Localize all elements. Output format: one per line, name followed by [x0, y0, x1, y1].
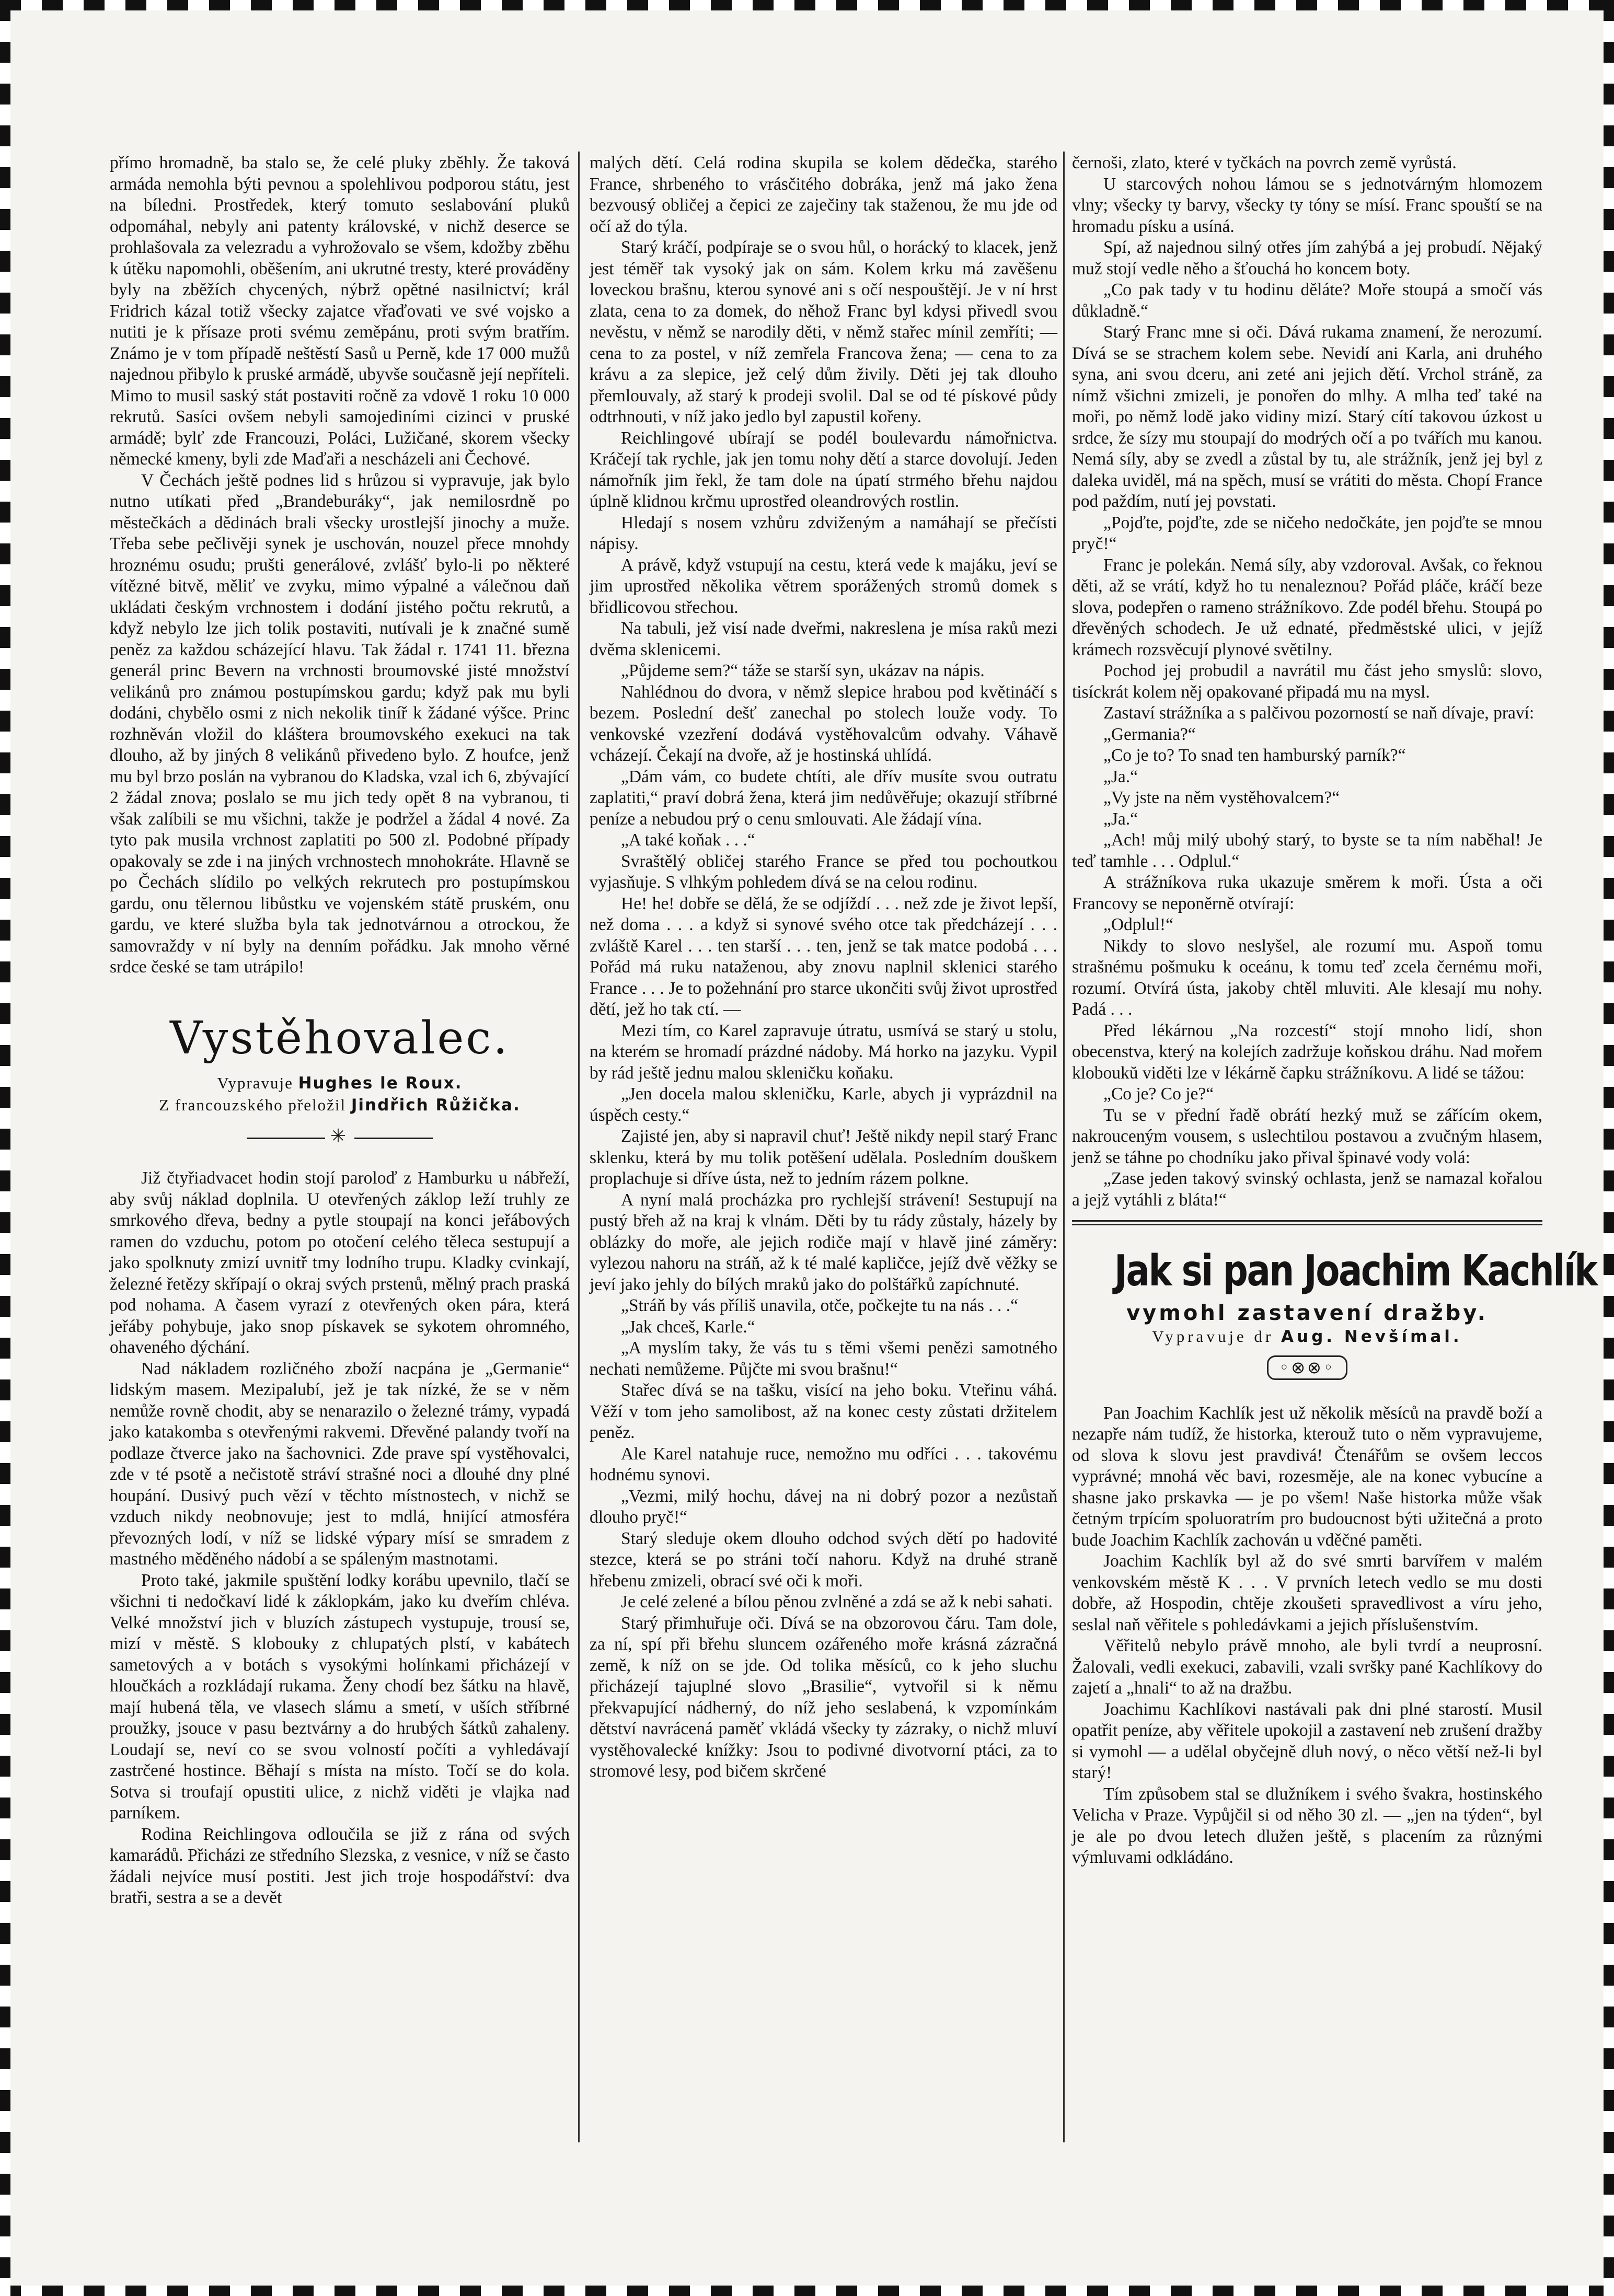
column-middle — [590, 153, 1057, 1782]
paragraph: Zajisté jen, aby si napravil chuť! Ještě nikdy nepil starý Franc sklenku, která by mu tolik potěšení udělala. Posledním douškem proplachuje si dříve ústa, než to jedním rázem polkne. — [590, 1127, 1057, 1188]
paragraph: Rodina Reichlingova odloučila se již z rána od svých kamarádů. Přicházi ze středního Slezska, z vesnice, v níž se často žádali nejvíce musí postiti. Jest jich troje hospodářství: dva bratři, sestra a se a devět — [110, 1824, 570, 1907]
paragraph: „Ja.“ — [1103, 767, 1138, 786]
paragraph: Starý sleduje okem dlouho odchod svých dětí po hadovité stezce, která se po stráni točí nahoru. Když na druhé straně hřebenu zmizeli, obrací své oči k moři. — [590, 1528, 1057, 1591]
paragraph: Tu se v přední řadě obrátí hezký muž se zářícím okem, nakrouceným vousem, s uslechtilou postavou a zvučným hlasem, jenž se táhne po chodníku jako přival špinavé vody volá: — [1072, 1105, 1542, 1167]
paragraph: Starý Franc mne si oči. Dává rukama znamení, že nerozumí. Dívá se se strachem kolem sebe. Nevidí ani Karla, ani druhého syna, ani svou dceru, ani zeté ani jejich dětí. Vrchol stráně, za nímž všichni zmizeli, je ponořen do mlhy. A mlha teď také na moři, po němž lodě jako vidiny mizí. Starý cítí takovou úzkost u srdce, že sízy mu stoupají do modrých očí a po tvářích mu kanou. Nemá síly, aby se zvedl a zůstal by tu, ale strážník, jenž jej byl z daleka uviděl, má na spěch, musí se vrátiti do města. Chopí France pod paždím, nutí jej povstati. — [1072, 322, 1542, 511]
paragraph: „Vezmi, milý hochu, dávej na ni dobrý pozor a nezůstaň dlouho pryč!“ — [590, 1486, 1057, 1527]
paragraph: Mezi tím, co Karel zapravuje útratu, usmívá se starý u stolu, na kterém se hromadí prázdné nádoby. Má horko na jazyku. Vypil by rád ještě jednu malou skleničku koňaku. — [590, 1021, 1057, 1083]
paragraph: Hledají s nosem vzhůru zdviženým a namáhají se přečísti nápisy. — [590, 513, 1057, 553]
paragraph: „Germania?“ — [1103, 724, 1196, 744]
paragraph: Stařec dívá se na tašku, visící na jeho boku. Vteřinu váhá. Věží v tom jeho samolibost, až na konec cesty zůstati držitelem peněz. — [590, 1381, 1057, 1442]
story-title: Jak si pan Joachim Kachlík — [1114, 1246, 1597, 1296]
paragraph: Joachimu Kachlíkovi nastávali pak dni plné starostí. Musil opatřit peníze, aby věřitele upokojil a zastavení neb zrušení dražby si vymohl — a udělal obyčejně dluh nový, o něco větší než-li byl starý! — [1072, 1699, 1542, 1782]
ornament-icon: ◦⊗⊗◦ — [1267, 1355, 1347, 1380]
page-border-right — [1604, 0, 1614, 2296]
paragraph: A nyní malá procházka pro rychlejší strávení! Sestupují na pustý břeh až na kraj k vlnám. Děti by tu rády zůstaly, házely by oblázky do moře, ale jejich rodiče mají v hlavě jiné záměry: vylezou nahoru na stráň, až k té malé kapličce, jejíž dvě věžky se jeví jako jehly do bílých mraků jako do polštářků zapíchnuté. — [590, 1190, 1057, 1294]
paragraph: Ale Karel natahuje ruce, nemožno mu odříci . . . takovému hodnému synovi. — [590, 1444, 1057, 1485]
paragraph: „Jen docela malou skleničku, Karle, abych ji vyprázdnil na úspěch cesty.“ — [590, 1084, 1057, 1125]
paragraph: „A také koňak . . .“ — [621, 830, 755, 850]
paragraph: Spí, až najednou silný otřes jím zahýbá a jej probudí. Nějaký muž stojí vedle něho a šťouchá ho koncem boty. — [1072, 238, 1542, 279]
paragraph: „Ach! můj milý ubohý starý, to byste se ta ním naběhal! Je teď tamhle . . . Odplul.“ — [1072, 830, 1542, 871]
paragraph: Proto také, jakmile spuštění lodky korábu upevnilo, tlačí se všichni ti nedočkaví lidé k záklopkám, jako ku dveřím chléva. Velké množství jich v bluzích zástupech vystupuje, trousí se, mizí v městě. S klobouky z chlupatých plstí, v kabátech sametových a v botách s vysokými holínkami přicházejí v hloučkách a rozkládají rukama. Ženy chodí bez šátku na hlavě, mají hubená těla, ve vlasech slámu a smetí, v uších stříbrné proužky, jsouce v pasu beztvárny a do hrubých šátků zahaleny. Loudají se, neví co se svou volností počíti a vyhledávají zastrčené hostince. Běhají s místa na místo. Točí se do kola. Sotva si troufají opustiti ulice, z nichž vidětі je vlajka nad parníkem. — [110, 1570, 570, 1823]
paragraph: Starý přimhuřuje oči. Dívá se na obzorovou čáru. Tam dole, za ní, spí při břehu sluncem ozářeného moře krásná zázračná země, k níž on se jde. Od tolika měsíců, co k jeho sluchu přicházejí tajuplné slovo „Brasilie“, vytvořil si k němu překvapující nádherný, do níž jeho seslabená, k vzpomínkám dětství navrácená paměť vkládá všecky ty zázraky, o nichž mluví vystěhovalecké knížky: Jsou to podivné divotvorní ptáci, za to stromové lesy, pod bičem skrčené — [590, 1613, 1057, 1781]
paragraph: Joachim Kachlík byl až do své smrti barvířem v malém venkovském městě K . . . V prvních letech vedlo se mu dosti dobře, až Hospodin, chtěje zkoušeti spravedlivost a víru jeho, seslal naň věřitele s pohledávkami a jejich příslušenstvím. — [1072, 1551, 1542, 1634]
paragraph: „Co pak tady v tu hodinu děláte? Moře stoupá a smočí vás důkladně.“ — [1072, 280, 1542, 321]
paragraph: „Půjdeme sem?“ táže se starší syn, ukázav na nápis. — [621, 661, 985, 680]
paragraph: U starcových nohou lámou se s jednotvárným hlomozem vlny; všecky ty barvy, všecky ty tóny se mísí. Franc spouští se na hromadu písku a usíná. — [1072, 174, 1542, 236]
column-right — [1072, 153, 1597, 1869]
paragraph: „Ja.“ — [1103, 809, 1138, 829]
column-left — [110, 153, 570, 1909]
paragraph: „Odplul!“ — [1103, 915, 1173, 934]
paragraph: „A myslím taky, že vás tu s těmi všemi penězi samotného nechati nemůžeme. Půjčte mi svou brašnu!“ — [590, 1338, 1057, 1379]
paragraph: V Čechách ještě podnes lid s hrůzou si vypravuje, jak bylo nutno utíkati před „Brandeburáky“, jak nemilosrdně po městečkách a dědinách brali všecky urostlejší jinochy a muže. Třeba sebe pečlivěji synek je uschován, nouzel přece mnohdy hroznému osudu; prušti generálové, zvlášť bylo-li po některé vítězné bitvě, měliť ve zvyku, mimo výpalné a válečnou daň ukládati českým vrchnostem i dodání jistého počtu rekrutů, a když nebylo lze jich tolik postaviti, nutívali je k značné sumě peněz za každou scházející hlavu. Tak žádal r. 1741 11. března generál princ Bevern na vrchnosti broumovské jisté množství velikánů pro známou postupímskou gardu; když pak mu byli dodáni, chybělo osmi z nich nekolik tiníř k žádané výšce. Princ rozhněván vložil do kláštera broumovského exekuci na tak dlouho, až by jiných 8 velikánů přivedeno bylo. Z houfce, jenž mu byl brzo poslán na vybranou do Kladska, vzal ich 6, zbývající 2 žádal znova; poslalo se mu jich tedy opět 8 na vybranou, ti však zalíbili se mu všichni, takže je podržel a žádal 4 nové. Za tyto pak musila vrchnost zaplatiti po 500 zl. Podobné případy opakovaly se zde i na jiných vrchnostech mnohokráte. Hlavně se po Čechách slídilo po velkých rekrutech pro postupímskou gardu, onu tělernou libůstku ve vojenském státě pruském, onu gardu, ve které služba byla tak jednotvárnou a otrockou, že samovraždy v ní byly na denním pořádku. Jak mnoho věrné srdce české se tam utrápilo! — [110, 470, 570, 977]
paragraph: Věřitelů nebylo právě mnoho, ale byli tvrdí a neuprosní. Žalovali, vedli exekuci, zabavili, vzali svršky pané Kachlíkovy do zajetí a „hnali“ to až na dražbu. — [1072, 1636, 1542, 1698]
story-byline — [110, 1072, 570, 1094]
paragraph: Svraštělý obličej starého France se před tou pochoutkou vyjasňuje. S vlhkým pohledem dívá se na celou rodinu. — [590, 851, 1057, 892]
page-border-left — [0, 0, 10, 2296]
paragraph: A právě, když vstupují na cestu, která vede k majáku, jeví se jim uprostřed několika větrem sporážených stromů domek s břidlicovou střechou. — [590, 555, 1057, 617]
page-border-bottom — [0, 2286, 1614, 2296]
story-byline — [1072, 1326, 1542, 1348]
paragraph: Již čtyřiadvacet hodin stojí paroloď z Hamburku u nábřeží, aby svůj náklad doplnila. U otevřených záklop leží truhly ze smrkového dřeva, bedny a pytle stoupají na konci jeřábových ramen do vzduchu, potom po otočení celého těleса sestupují a jako spolknuty zmizí uvnitř tmy lodního trupu. Kladky cvinkají, železné řetězy skřípají o okraj svých prstenů, mělný prach praská pod nohama. A časem vyrazí z otevřených oken pára, která jeřáby pohybuje, jako snop pískavek se sykotem ohromného, ohaveného dýchání. — [110, 1168, 570, 1357]
paragraph: malých dětí. Celá rodina skupila se kolem dědečka, starého France, shrbeného to vrásčitého dobráka, jenž má jako žena bezvousý obličej a čepici ze zaječiny tak staženou, že mu jde od očí až do týla. — [590, 153, 1057, 236]
paragraph: Pochod jej probudil a navrátil mu část jeho smyslů: slovo, tisíckrát kolem něj opakované připadá mu na mysl. — [1072, 661, 1542, 702]
paragraph: Zastaví strážníka a s palčivou pozorností se naň dívaje, praví: — [1103, 703, 1535, 723]
paragraph: Před lékárnou „Na rozcestí“ stojí mnoho lidí, shon obecenstva, který na kolejích zadržuje koňskou dráhu. Nad mořem kloboukŭ viděti lze v lékárně čapku strážníkovu. A lidé se tážou: — [1072, 1021, 1542, 1083]
paragraph: Tím způsobem stal se dlužníkem i svého švakra, hostinského Velicha v Praze. Vypůjčil si od něho 30 zl. — „jen na týden“, byl je ale po dvou letech dlužen ještě, s placením za různými výmluvami odkládáno. — [1072, 1784, 1542, 1867]
paragraph: Na tabuli, jež visí nade dveřmi, nakreslena je mísa raků mezi dvěma sklenicemi. — [590, 619, 1057, 659]
byline-prefix: Vypravuje dr — [1152, 1327, 1274, 1346]
paragraph: „Vy jste na něm vystěhovalcem?“ — [1103, 788, 1340, 807]
paragraph: Je celé zelené a bílou pěnou zvlněné a zdá se až k nebi sahati. — [621, 1592, 1053, 1611]
paragraph: „Co je? Co je?“ — [1103, 1084, 1214, 1104]
paragraph: „Pojďte, pojďte, zde se ničeho nedočkáte, jen pojďte se mnou pryč!“ — [1072, 513, 1542, 553]
byline-prefix: Vypravuje — [217, 1073, 293, 1092]
byline-author: Hughes le Roux. — [298, 1073, 463, 1093]
byline-author: Aug. Nevšímal. — [1281, 1327, 1462, 1346]
paragraph: „Stráň by vás příliš unavila, otče, počkejte tu na nás . . .“ — [621, 1296, 1019, 1315]
story-translator — [110, 1094, 570, 1116]
paragraph: černoši, zlato, které v tyčkách na povrch země vyrůstá. — [1072, 153, 1457, 172]
paragraph: Pan Joachim Kachlík jest už několik měsíců na pravdě boží a nezapře nám tudíž, že historka, kterouž tuto o něm vypravujeme, od slova k slovu jest pravdivá! Čtenářům se ovšem leccos vyprávné; mnohá věc bavi, rozesměje, ale na konec vybucíne a shasne jako prskavka — je po všem! Naše historka může však četným trpícím spoluoratrím pro budoucnost býti užitečná a proto bude Joachim Kachlík zachován u vděčné paměti. — [1072, 1403, 1542, 1550]
paragraph: „Zase jeden takový svinský ochlasta, jenž se namazal kořalou a jejž vytáhli z bláta!“ — [1072, 1169, 1542, 1210]
paragraph: „Co je to? To snad ten hamburský parník?“ — [1103, 746, 1406, 765]
page-border-top — [0, 0, 1614, 10]
ornament-divider — [110, 1126, 570, 1147]
paragraph: Nahlédnou do dvora, v němž slepice hrabou pod květináčí s bezem. Poslední dešť zanechal po stolech louže vody. To venkovské vzezření dodává vystěhovalcům odvahy. Váhavě vcházejí. Čekají na dvoře, až je hostinská uhlídá. — [590, 682, 1057, 765]
paragraph: Reichlingové ubírají se podél boulevardu námořnictva. Kráčejí tak rychle, jak jen tomu nohy dětí a starce dovolují. Jeden námořník jim řekl, že tam dole na úpatí strmého břehu najdou úplně klidnou krčmu uprostřed oleandrových rostlin. — [590, 428, 1057, 511]
paragraph: A strážníkova ruka ukazuje směrem k moři. Ústa a oči Francovy se neponěrně otvírají: — [1072, 873, 1542, 913]
paragraph: přímo hromadně, ba stalo se, že celé pluky zběhly. Že taková armáda nemohla býti pevnou a spolehlivou podporou státu, jest na bíledni. Prostředek, který tomuto seslabování pluků odpomáhal, nebyly ani patenty královské, v nichž deserce se prohlašovala za velezradu a vyhrožovalo se všem, kdožby zběhu k útěku napomohli, oběšením, ani ukrutné tresty, které prováděny byly na zběžích chycených, nýbrž opětné nasilnictví; král Fridrich kázal totiž všecky zajatce vřaďovati ve své vojsko a nutiti je k přísaze proti svému zeměpánu, proti svým bratřím. Známo je v tom případě neštěstí Sasů u Perně, kde 17 000 mužů najednou přibylo k pruské armádě, ubyvše současně její nepříteli. Mimo to musil saský stát postaviti ročně za vdově 1 roku 10 000 rekrutů. Sasíci ovšem nebyli samojediními cizinci v pruské armádě; bylť zde Francouzi, Poláci, Lužičané, skorem všecky německé kmeny, byli zde Maďaři a nescházeli ani Čechové. — [110, 153, 570, 469]
column-divider — [1063, 152, 1065, 2142]
asterism-icon: ✳ — [330, 1125, 350, 1146]
paragraph: He! he! dobře se dělá, že se odjíždí . . . než zde je život lepší, než doma . . . a když si synové svého otce tak předcházejí . . . zvláště Karel . . . ten starší . . . ten, jenž se tak matce podobá . . . Pořád má ruku nataženou, aby znovu naplnil sklenici starého France . . . Je to požehnání pro starce ukončiti svůj život uprostřed dětí, jež ho tak ctí. — — [590, 894, 1057, 1019]
translator-name: Jindřich Růžička. — [351, 1095, 521, 1115]
paragraph: Starý kráčí, podpíraje se o svou hůl, o horácký to klacek, jenž jest téměř tak vysoký jak on sám. Kolem krku má zavěšenu loveckou brašnu, kterou synové ani s očí nespouštějí. Je v ní hrst zlata, cena to za domek, do něhož Franc byl kdysi přivedl svou nevěstu, v němž se narodily děti, v němž stařec mínil zemříti; — cena to za postel, v níž zemřela Francova žena; — cena to za krávu a za slepice, jež celý dům živily. Děti jej tak dlouho přemlouvaly, až starý k prodeji svolil. Dal se od té pískové půdy odtrhnouti, v níž jako jedlo byl zapustil kořeny. — [590, 238, 1057, 426]
paragraph: Nad nákladem rozličného zboží nacpána je „Germanie“ lidským masem. Mezipalubí, jež je tak nízké, že se v něm nemůže rovně chodit, aby se nenarazilo o železné trámy, vypadá jako katakomba s otevřenými rakvemi. Dřevěné palandy tvoří na podlaze čtverce jako na šachovnici. Zde prave spí vystěhovalci, zde v té psotě a nečistotě stráví strašné noci a dlouhé dny plné houpání. Dusivý puch vězí v těchto místnostech, v nichž se vzduch nikdy neobnovuje; jest to mdlá, hnijící atmosféra převozných lodí, v níž se lidské výpary mísí se smradem z mastného měděného nádobí a se spáleným mastnotami. — [110, 1359, 570, 1569]
translator-prefix: Z francouzského přeložil — [159, 1095, 347, 1114]
paragraph: Nikdy to slovo neslyšel, ale rozumí mu. Aspoň tomu strašnému pošmuku k oceánu, k tomu teď zcela černému moři, rozumí. Otvírá ústa, jakoby chtěl mluviti. Ale klesají mu nohy. Padá . . . — [1072, 936, 1542, 1019]
paragraph: „Jak chceš, Karle.“ — [621, 1317, 755, 1337]
paragraph: „Dám vám, co budete chtíti, ale dřív musíte svou outratu zaplatiti,“ praví dobrá žena, která jim nedůvěřuje; okazují stříbrné peníze a nebudou prý o cenu smlouvati. Ale žádají vína. — [590, 767, 1057, 829]
story-title: Vystěhovalec. — [170, 1012, 510, 1064]
column-divider — [578, 152, 580, 2142]
ornament-divider — [1072, 1355, 1542, 1380]
section-divider — [1072, 1220, 1542, 1225]
paragraph: Franc je polekán. Nemá síly, aby vzdoroval. Avšak, co řeknou děti, až se vrátí, když ho tu nenaleznou? Pořád pláče, kráčí beze slova, podepřen o rameno strážníkovo. Zde podél břehu. Stoupá po dřevěných schodech. Je už ednaté, předměstské ulici, v jejíž krámech rozsvěcují plynové světilny. — [1072, 555, 1542, 659]
story-subtitle: vymohl zastavení dražby. — [1126, 1301, 1488, 1325]
